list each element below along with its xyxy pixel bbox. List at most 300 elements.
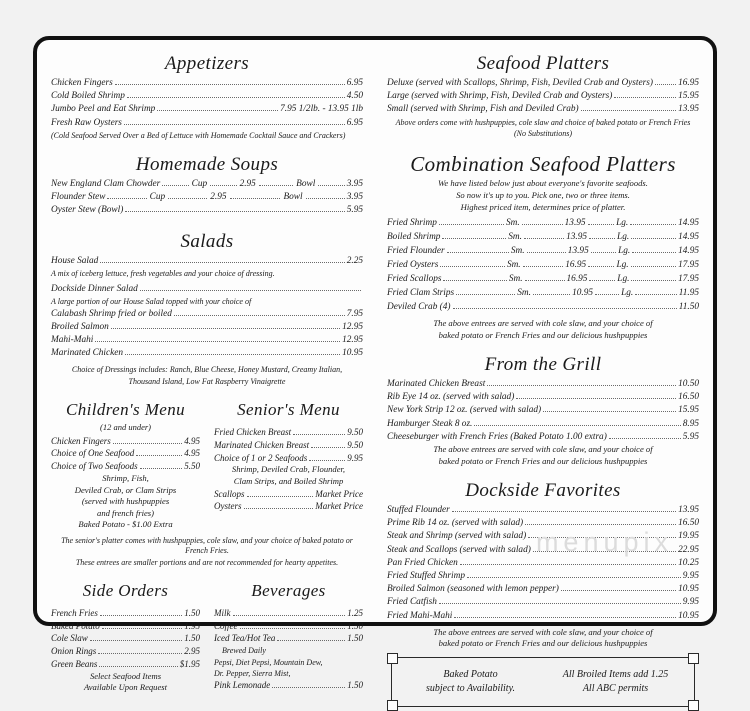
menupix-watermark: menupix xyxy=(535,527,673,557)
favorites-note-line-1: The above entrees are served with cole slaw, and your choice of xyxy=(433,626,653,637)
leader-dots xyxy=(447,252,509,253)
item-name: Deluxe (served with Scallops, Shrimp, Fish, Deviled Crab and Oysters) xyxy=(387,77,653,88)
section-title-appetizers: Appetizers xyxy=(164,53,250,74)
item-name: Boiled Shrimp xyxy=(387,232,441,243)
bowl-price: 3.95 xyxy=(346,192,363,203)
leader-dots xyxy=(453,308,677,309)
item-name: Baked Potato xyxy=(51,620,100,631)
item-name: Steak and Scallops (served with salad) xyxy=(387,544,531,555)
menu-item-row xyxy=(214,632,363,645)
leader-dots xyxy=(632,252,676,253)
item-price: 9.50 xyxy=(347,427,363,438)
section-title-salads: Salads xyxy=(180,230,234,252)
leader-dots xyxy=(115,84,345,85)
cup-price: 2.95 xyxy=(210,192,227,203)
childrens-desc-line: (served with hushpuppies xyxy=(81,496,170,507)
footer-left-line-2: subject to Availability. xyxy=(426,683,515,695)
leader-dots xyxy=(525,280,565,281)
footer-left-line-1: Baked Potato xyxy=(443,668,498,680)
childrens-desc-line: Baked Potato - $1.00 Extra xyxy=(78,519,173,530)
seniors-note-line-1: The senior's platter comes with hushpuppies, cole slaw, and your choice of baked potato or French Fries. xyxy=(61,535,353,556)
item-name: Hamburger Steak 8 oz. xyxy=(387,418,473,429)
leader-dots xyxy=(98,653,182,654)
large-price: 17.95 xyxy=(678,259,699,270)
menu-item-row xyxy=(51,620,200,633)
item-price: 16.50 xyxy=(678,518,699,529)
leader-dots xyxy=(467,577,681,578)
item-price: 11.50 xyxy=(678,301,699,312)
leader-dots xyxy=(233,615,346,616)
bowl-price: 3.95 xyxy=(346,179,363,190)
section-title-seafood-platters: Seafood Platters xyxy=(476,53,610,74)
dinner-salad-description: A large portion of our House Salad topped with your choice of xyxy=(51,297,252,307)
item-name: Pink Lemonade xyxy=(214,680,271,691)
leader-dots xyxy=(591,252,616,253)
item-name: Small (served with Shrimp, Fish and Deviled Crab) xyxy=(387,104,579,115)
item-price: 12.95 xyxy=(342,335,363,346)
menu-item-row xyxy=(51,77,363,90)
item-name: Broiled Salmon xyxy=(51,321,109,332)
item-name: Cole Slaw xyxy=(51,633,88,644)
leader-dots xyxy=(140,290,361,291)
leader-dots xyxy=(443,280,506,281)
menu-item-row xyxy=(387,217,699,231)
leader-dots xyxy=(102,628,183,629)
item-name: Fried Mahi-Mahi xyxy=(387,610,453,621)
corner-ornament-icon xyxy=(688,700,699,711)
item-name: House Salad xyxy=(51,255,99,266)
menu-item-row xyxy=(214,488,363,501)
item-price: 10.25 xyxy=(678,557,699,568)
item-price: 16.50 xyxy=(678,392,699,403)
large-price: 11.95 xyxy=(678,287,699,298)
leader-dots xyxy=(111,328,340,329)
leader-dots xyxy=(589,280,615,281)
footer-notice-right xyxy=(543,668,688,697)
leader-dots xyxy=(631,280,676,281)
item-name: Large (served with Shrimp, Fish, Deviled Crab and Oysters) xyxy=(387,91,613,102)
small-price: 16.95 xyxy=(566,273,588,284)
item-name: Marinated Chicken Breast xyxy=(387,379,486,390)
childrens-desc-line: and french fries) xyxy=(97,507,154,518)
menu-item-row xyxy=(51,283,363,296)
leader-dots xyxy=(113,443,183,444)
combination-intro-line-3: Highest priced item, determines price of platter. xyxy=(460,201,626,212)
menu-item-row xyxy=(387,570,699,583)
menu-item-row xyxy=(51,204,363,217)
item-name: French Fries xyxy=(51,607,98,618)
size-label-large: Lg. xyxy=(617,273,630,284)
leader-dots xyxy=(125,354,340,355)
combination-price-table xyxy=(387,217,699,314)
seniors-desc-line: Shrimp, Deviled Crab, Flounder, xyxy=(231,464,346,475)
menu-item-row xyxy=(51,447,200,460)
leader-dots xyxy=(272,687,345,688)
item-name: Choice of One Seafood xyxy=(51,448,135,459)
menu-item-row xyxy=(387,583,699,596)
corner-ornament-icon xyxy=(387,700,398,711)
item-name: Green Beans xyxy=(51,659,98,670)
size-label-cup: Cup xyxy=(149,192,166,203)
childrens-desc-line: Shrimp, Fish, xyxy=(102,472,149,483)
soups-list xyxy=(51,178,363,218)
corner-ornament-icon xyxy=(387,653,398,664)
item-name: Dockside Dinner Salad xyxy=(51,284,138,295)
menu-item-row xyxy=(214,426,363,439)
seniors-note-line-2: These entrees are smaller portions and are not recommended for hearty appetites. xyxy=(75,557,339,567)
cup-price: 2.95 xyxy=(239,179,256,190)
grill-note-line-1: The above entrees are served with cole slaw, and your choice of xyxy=(433,443,653,454)
menu-item-row xyxy=(51,460,200,473)
item-name: Fried Chicken Breast xyxy=(214,427,292,438)
menu-item-row xyxy=(387,544,699,557)
size-label-large: Lg. xyxy=(618,245,631,256)
menu-item-row xyxy=(387,273,699,287)
item-price: 6.95 xyxy=(346,77,363,88)
leader-dots xyxy=(631,266,676,267)
item-name: Cold Boiled Shrimp xyxy=(51,91,125,102)
leader-dots xyxy=(525,524,676,525)
menu-item-row xyxy=(387,557,699,570)
leader-dots xyxy=(456,294,515,295)
menu-item-row xyxy=(387,77,699,90)
item-name: Scallops xyxy=(214,488,245,499)
item-name: Calabash Shrimp fried or boiled xyxy=(51,308,172,319)
menu-item-row xyxy=(51,321,363,334)
item-name: Rib Eye 14 oz. (served with salad) xyxy=(387,392,515,403)
leader-dots xyxy=(293,434,345,435)
item-name: New York Strip 12 oz. (served with salad) xyxy=(387,405,542,416)
item-name: Steak and Shrimp (served with salad) xyxy=(387,531,527,542)
leader-dots xyxy=(100,615,182,616)
item-name: Iced Tea/Hot Tea xyxy=(214,633,276,644)
small-price: 13.95 xyxy=(567,245,589,256)
size-label-small: Sm. xyxy=(505,218,520,229)
leader-dots xyxy=(528,537,676,538)
leader-dots xyxy=(125,211,344,212)
menu-item-row xyxy=(51,308,363,321)
leader-dots xyxy=(474,425,680,426)
item-name: Fried Stuffed Shrimp xyxy=(387,571,465,582)
leader-dots xyxy=(581,110,676,111)
menu-item-row xyxy=(387,504,699,517)
childrens-menu-subtitle: (12 and under) xyxy=(100,422,151,433)
leader-dots xyxy=(174,315,345,316)
leader-dots xyxy=(306,198,345,199)
menu-item-row xyxy=(51,334,363,347)
menu-item-row xyxy=(214,500,363,513)
platters-note-line-1: Above orders come with hushpuppies, cole slaw and choice of baked potato or French Fries xyxy=(395,117,691,127)
leader-dots xyxy=(533,294,570,295)
house-salad-description: A mix of iceberg lettuce, fresh vegetables and your choice of dressing. xyxy=(51,268,275,278)
item-name: Jumbo Peel and Eat Shrimp xyxy=(51,104,156,115)
item-price: 9.50 xyxy=(347,439,363,450)
size-label-small: Sm. xyxy=(508,232,522,243)
item-price: 10.95 xyxy=(342,348,363,359)
item-price: 9.95 xyxy=(347,452,363,463)
leader-dots xyxy=(244,508,314,509)
leader-dots xyxy=(614,97,676,98)
size-label-small: Sm. xyxy=(517,287,531,298)
menu-right-column xyxy=(383,48,699,695)
leader-dots xyxy=(522,224,563,225)
corner-ornament-icon xyxy=(688,653,699,664)
menu-item-row xyxy=(387,404,699,417)
menu-item-row xyxy=(51,347,363,360)
large-price: 14.95 xyxy=(678,218,699,229)
menu-item-row xyxy=(387,517,699,530)
item-name: Marinated Chicken xyxy=(51,348,124,359)
item-name: Fresh Raw Oysters xyxy=(51,117,122,128)
item-price: 15.95 xyxy=(678,91,699,102)
leader-dots xyxy=(635,294,677,295)
footer-notice-left xyxy=(398,668,543,697)
item-price: 1.50 xyxy=(184,607,200,618)
item-price: 2.25 xyxy=(346,255,363,266)
leader-dots xyxy=(318,185,344,186)
leader-dots xyxy=(124,124,345,125)
item-name: Choice of 1 or 2 Seafoods xyxy=(214,452,308,463)
item-name: Stuffed Flounder xyxy=(387,505,450,516)
section-title-soups: Homemade Soups xyxy=(135,154,279,176)
menu-item-row xyxy=(387,301,699,314)
dressings-line-2: Thousand Island, Low Fat Raspberry Vinaigrette xyxy=(128,376,286,386)
brewed-daily-note: Brewed Daily xyxy=(222,646,266,656)
size-label-small: Sm. xyxy=(510,245,525,256)
appetizers-note: (Cold Seafood Served Over a Bed of Lettuce with Homemade Cocktail Sauce and Crackers) xyxy=(51,130,346,140)
section-title-seniors-menu: Senior's Menu xyxy=(237,400,340,420)
item-name: Fried Clam Strips xyxy=(387,287,455,298)
size-label-small: Sm. xyxy=(506,259,521,270)
combination-intro-line-1: We have listed below just about everyone's favorite seafoods. xyxy=(438,178,648,189)
section-title-combination-platters: Combination Seafood Platters xyxy=(410,152,676,177)
footer-right-line-2: All ABC permits xyxy=(582,683,649,695)
item-price: Market Price xyxy=(315,488,363,499)
item-price: 5.95 xyxy=(346,205,363,216)
menu-item-row xyxy=(387,610,699,623)
sides-footer-line-1: Select Seafood Items xyxy=(89,670,162,681)
item-price: $1.95 xyxy=(179,659,200,670)
leader-dots xyxy=(99,666,177,667)
menu-item-row xyxy=(51,435,200,448)
item-name: Marinated Chicken Breast xyxy=(214,439,310,450)
item-price: 13.95 xyxy=(678,104,699,115)
combination-note-line-1: The above entrees are served with cole slaw, and your choice of xyxy=(433,317,653,328)
item-name: Onion Rings xyxy=(51,646,97,657)
item-price: 8.95 xyxy=(682,418,699,429)
item-price: 9.95 xyxy=(682,597,699,608)
item-price: 1.50 xyxy=(347,633,363,644)
leader-dots xyxy=(561,590,676,591)
leader-dots xyxy=(100,262,344,263)
item-price: 10.50 xyxy=(678,379,699,390)
beverages xyxy=(214,576,363,694)
size-label-large: Lg. xyxy=(621,287,634,298)
item-name: Oyster Stew (Bowl) xyxy=(51,205,124,216)
item-name: Choice of Two Seafoods xyxy=(51,461,138,472)
leader-dots xyxy=(516,398,676,399)
size-label-cup: Cup xyxy=(191,179,208,190)
item-price: 9.95 xyxy=(682,571,699,582)
menu-item-row xyxy=(214,620,363,633)
favorites-note-line-2: baked potato or French Fries and our delicious hushpuppies xyxy=(438,638,648,649)
leader-dots xyxy=(595,294,619,295)
item-price: 1.50 xyxy=(347,620,363,631)
leader-dots xyxy=(157,110,278,111)
footer-right-line-1: All Broiled Items add 1.25 xyxy=(562,668,669,680)
leader-dots xyxy=(90,640,182,641)
size-label-large: Lg. xyxy=(616,218,629,229)
size-label-large: Lg. xyxy=(617,232,630,243)
salad-toppings-list xyxy=(51,308,363,361)
item-price: 5.50 xyxy=(184,461,200,472)
menu-item-row xyxy=(387,259,699,273)
favorites-list xyxy=(387,504,699,623)
item-price: 7.95 1/2lb. - 13.95 1lb xyxy=(280,104,363,115)
leader-dots xyxy=(487,385,676,386)
leader-dots xyxy=(440,266,505,267)
item-price: 1.50 xyxy=(347,680,363,691)
item-price: 1.50 xyxy=(184,633,200,644)
item-name: Oysters xyxy=(214,501,242,512)
menu-item-row xyxy=(387,231,699,245)
item-price: 12.95 xyxy=(342,321,363,332)
item-name: Fried Flounder xyxy=(387,245,445,256)
item-price: 15.95 xyxy=(678,405,699,416)
menu-item-row xyxy=(51,607,200,620)
leader-dots xyxy=(439,224,504,225)
item-price: 10.95 xyxy=(678,584,699,595)
item-price: 1.95 xyxy=(184,620,200,631)
item-name: Cheeseburger with French Fries (Baked Potato 1.00 extra) xyxy=(387,431,607,442)
leader-dots xyxy=(589,238,615,239)
leader-dots xyxy=(309,460,345,461)
size-label-bowl: Bowl xyxy=(283,192,303,203)
large-price: 14.95 xyxy=(678,245,699,256)
leader-dots xyxy=(277,640,345,641)
item-name: Broiled Salmon (seasoned with lemon pepper) xyxy=(387,584,559,595)
leader-dots xyxy=(247,496,314,497)
item-price: 22.95 xyxy=(678,544,699,555)
leader-dots xyxy=(588,266,614,267)
menu-item-row xyxy=(51,632,200,645)
platters-note-line-2: (No Substitutions) xyxy=(513,128,572,138)
item-price: 7.95 xyxy=(346,308,363,319)
leader-dots xyxy=(588,224,615,225)
leader-dots xyxy=(162,185,188,186)
menu-left-column xyxy=(51,48,367,693)
menu-item-row xyxy=(51,191,363,204)
large-price: 14.95 xyxy=(678,232,699,243)
small-price: 16.95 xyxy=(565,259,587,270)
menu-item-row xyxy=(387,90,699,103)
leader-dots xyxy=(210,185,236,186)
menu-item-row xyxy=(387,378,699,391)
combination-note-line-2: baked potato or French Fries and our delicious hushpuppies xyxy=(438,329,648,340)
menu-item-row xyxy=(51,255,363,268)
kids-seniors-block xyxy=(51,395,363,531)
leader-dots xyxy=(523,266,564,267)
leader-dots xyxy=(524,238,564,239)
menu-item-row xyxy=(387,287,699,301)
item-name: Milk xyxy=(214,607,231,618)
item-price: 1.25 xyxy=(347,607,363,618)
item-name: Mahi-Mahi xyxy=(51,335,94,346)
item-name: Prime Rib 14 oz. (served with salad) xyxy=(387,518,524,529)
section-title-beverages: Beverages xyxy=(251,581,326,601)
size-label-small: Sm. xyxy=(508,273,523,284)
section-title-side-orders: Side Orders xyxy=(82,581,169,601)
item-price: 2.95 xyxy=(184,646,200,657)
item-name: Fried Catfish xyxy=(387,597,437,608)
size-label-large: Lg. xyxy=(616,259,629,270)
menu-item-row xyxy=(214,439,363,452)
section-title-dockside-favorites: Dockside Favorites xyxy=(465,480,621,502)
leader-dots xyxy=(631,238,676,239)
menu-item-row xyxy=(214,452,363,465)
leader-dots xyxy=(439,603,681,604)
menu-item-row xyxy=(214,679,363,692)
sodas-line-2: Dr. Pepper, Sierra Mist, xyxy=(214,669,291,679)
childrens-desc-line: Deviled Crab, or Clam Strips xyxy=(74,484,177,495)
leader-dots xyxy=(259,185,293,186)
item-price: 13.95 xyxy=(678,505,699,516)
grill-note-line-2: baked potato or French Fries and our delicious hushpuppies xyxy=(438,455,648,466)
small-price: 13.95 xyxy=(566,232,588,243)
leader-dots xyxy=(230,198,281,199)
leader-dots xyxy=(454,617,676,618)
menu-page xyxy=(33,36,717,695)
item-price: 16.95 xyxy=(678,77,699,88)
menu-item-row xyxy=(51,90,363,103)
leader-dots xyxy=(460,564,676,565)
leader-dots xyxy=(543,411,676,412)
section-title-childrens-menu: Children's Menu xyxy=(65,400,186,420)
menu-item-row xyxy=(387,418,699,431)
item-name: New England Clam Chowder xyxy=(51,179,161,190)
menu-item-row xyxy=(214,607,363,620)
leader-dots xyxy=(655,84,676,85)
grill-list xyxy=(387,378,699,444)
leader-dots xyxy=(630,224,676,225)
item-price: 4.50 xyxy=(346,91,363,102)
leader-dots xyxy=(140,468,183,469)
menu-item-row xyxy=(51,117,363,130)
item-price: 6.95 xyxy=(346,117,363,128)
leader-dots xyxy=(107,198,146,199)
leader-dots xyxy=(127,97,345,98)
size-label-bowl: Bowl xyxy=(296,179,316,190)
childrens-menu xyxy=(51,395,200,531)
leader-dots xyxy=(527,252,566,253)
appetizers-list xyxy=(51,77,363,130)
item-name: Fried Shrimp xyxy=(387,218,437,229)
small-price: 10.95 xyxy=(572,287,593,298)
menu-item-row xyxy=(51,178,363,191)
seniors-desc-line: Clam Strips, and Boiled Shrimp xyxy=(233,475,344,486)
item-price: 10.95 xyxy=(678,610,699,621)
leader-dots xyxy=(452,511,676,512)
menu-item-row xyxy=(387,431,699,444)
menu-item-row xyxy=(387,103,699,116)
item-name: Flounder Stew xyxy=(51,192,106,203)
menu-item-row xyxy=(387,245,699,259)
item-name: Coffee xyxy=(214,620,238,631)
item-name: Fried Oysters xyxy=(387,259,439,270)
item-price: Market Price xyxy=(315,501,363,512)
sides-beverages-block xyxy=(51,576,363,694)
leader-dots xyxy=(240,628,346,629)
